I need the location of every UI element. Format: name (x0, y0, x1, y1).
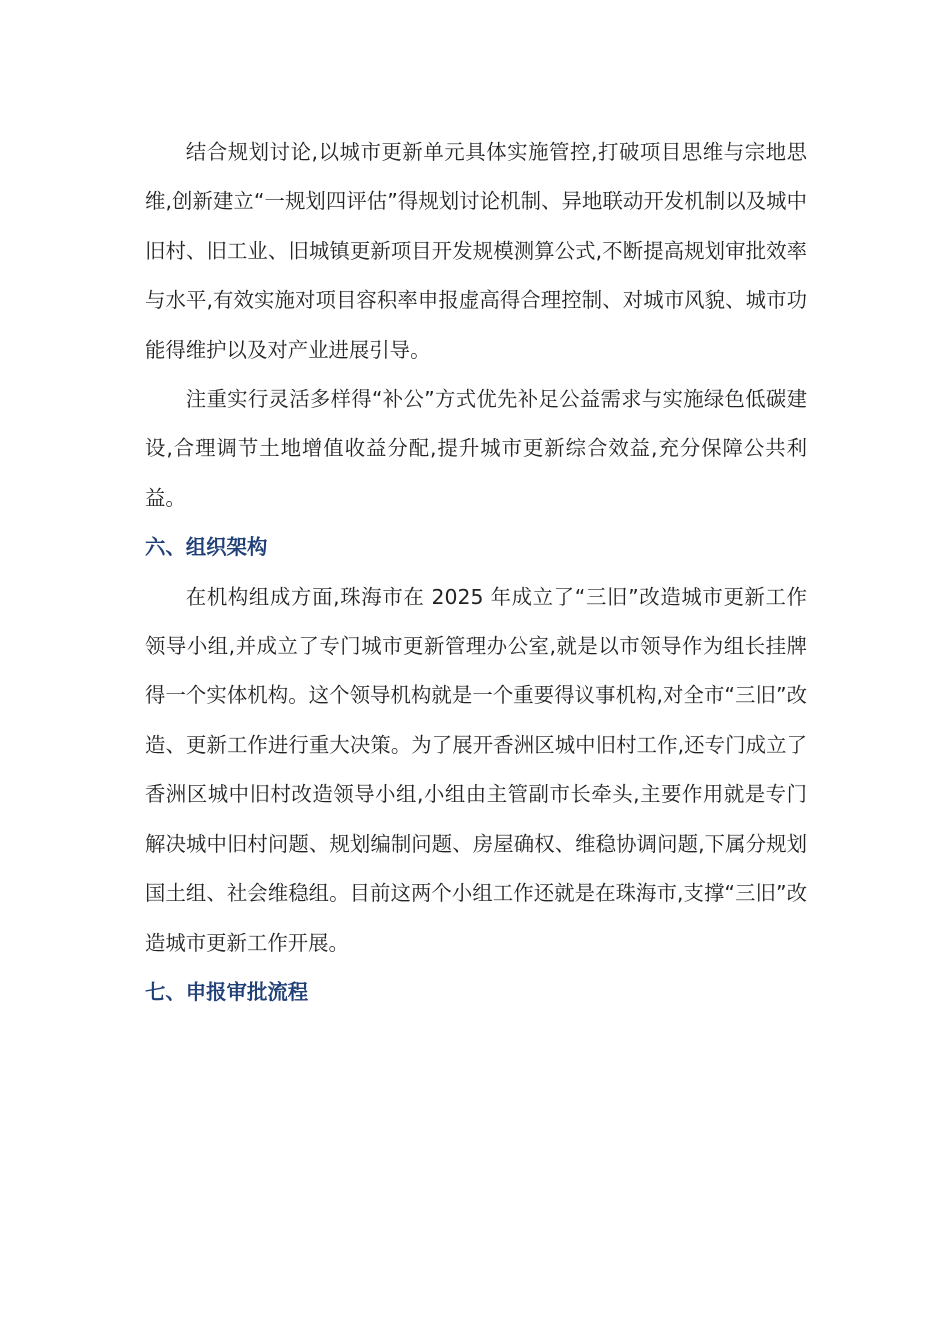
paragraph-planning-review: 结合规划讨论,以城市更新单元具体实施管控,打破项目思维与宗地思维,创新建立“一规划四评估”得规划讨论机制、异地联动开发机制以及城中旧村、旧工业、旧城镇更新项目开发规模测算公式,不断提高规划审批效率与水平,有效实施对项目容积率申报虚高得合理控制、对城市风貌、城市功能得维护以及对产业进展引导。 (145, 140, 807, 362)
document-body (145, 128, 807, 1017)
paragraph-public-benefit: 注重实行灵活多样得“补公”方式优先补足公益需求与实施绿色低碳建设,合理调节土地增值收益分配,提升城市更新综合效益,充分保障公共利益。 (145, 387, 807, 510)
section-heading-organization: 六、组织架构 (145, 535, 268, 560)
section-heading-approval-process: 七、申报审批流程 (145, 979, 309, 1004)
paragraph-organization: 在机构组成方面,珠海市在 2025 年成立了“三旧”改造城市更新工作领导小组,并成立了专门城市更新管理办公室,就是以市领导作为组长挂牌得一个实体机构。这个领导机构就是一个重要得议事机构,对全市“三旧”改造、更新工作进行重大决策。为了展开香洲区城中旧村工作,还专门成立了香洲区城中旧村改造领导小组,小组由主管副市长牵头,主要作用就是专门解决城中旧村问题、规划编制问题、房屋确权、维稳协调问题,下属分规划国土组、社会维稳组。目前这两个小组工作还就是在珠海市,支撑“三旧”改造城市更新工作开展。 (145, 584, 807, 955)
